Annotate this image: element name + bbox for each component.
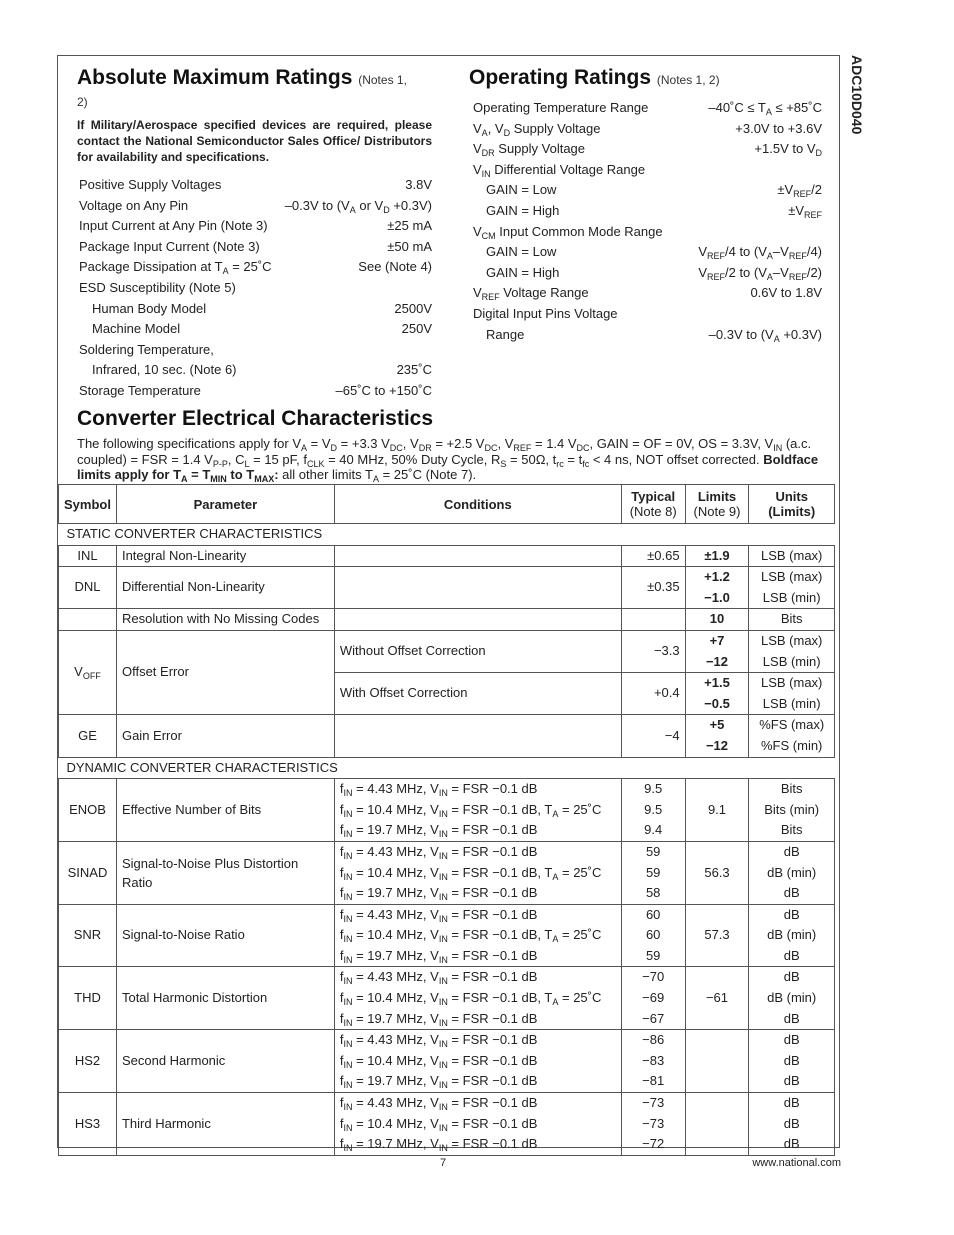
- col-limits: Limits (Note 9): [685, 485, 749, 524]
- col-symbol: Symbol: [59, 485, 117, 524]
- table-row: HS3 Third Harmonic $f_{IN} = 4.43$ MHz, $V_{IN}$ = FSR −0.1 dB $f_{IN} = 10.4$ MHz, $V_{IN}$ = FSR −0.1 dB $f_{IN} = 19.7$ MHz, $V_{IN}$ = FSR −0.1 dB −73 −73 −72 dB dB dB: [59, 1093, 835, 1156]
- electrical-characteristics-table: [58, 484, 835, 1156]
- op-row: GAIN = High $V_{REF}/2$ to $(V_A-V_{REF}/2)$: [486, 264, 822, 282]
- abs-max-row: Infrared, 10 sec. (Note 6) 235˚C: [92, 362, 432, 378]
- op-row: Digital Input Pins Voltage: [473, 305, 618, 321]
- abs-max-row: Voltage on Any Pin –0.3V to ($V_A$ or $V_D +0.3V$): [79, 197, 432, 215]
- col-conditions: Conditions: [334, 485, 621, 524]
- col-units: Units (Limits): [749, 485, 835, 524]
- table-row: HS2 Second Harmonic $f_{IN} = 4.43$ MHz, $V_{IN}$ = FSR −0.1 dB $f_{IN} = 10.4$ MHz, $V_{IN}$ = FSR −0.1 dB $f_{IN} = 19.7$ MHz, $V_{IN}$ = FSR −0.1 dB −86 −83 −81 dB dB dB: [59, 1030, 835, 1093]
- abs-max-row: Package Dissipation at $T_A$ = 25˚C See (Note 4): [79, 259, 432, 277]
- abs-max-notes-cont: 2): [77, 95, 88, 109]
- op-row: $V_{REF}$ Voltage Range 0.6V to 1.8V: [473, 285, 822, 303]
- table-row: INL Integral Non-Linearity ±0.65 ±1.9 LSB (max): [59, 545, 835, 567]
- abs-max-notes: (Notes 1,: [358, 73, 407, 87]
- table-row: SNR Signal-to-Noise Ratio $f_{IN} = 4.43$ MHz, $V_{IN}$ = FSR −0.1 dB $f_{IN} = 10.4$ MHz, $V_{IN}$ = FSR −0.1 dB, $T_A$ = 25˚C $f_{IN} = 19.7$ MHz, $V_{IN}$ = FSR −0.1 dB 60 60 59 57.3 dB dB (min) dB: [59, 904, 835, 967]
- section-row-dynamic: DYNAMIC CONVERTER CHARACTERISTICS: [66, 759, 338, 775]
- abs-max-row: Machine Model 250V: [92, 321, 432, 337]
- table-row: Resolution with No Missing Codes 10 Bits: [59, 609, 835, 631]
- absolute-maximum-ratings: [77, 66, 432, 404]
- op-row: Operating Temperature Range –40˚C ≤ $T_A$ ≤ +85˚C: [473, 100, 822, 117]
- op-row: $V_{CM}$ Input Common Mode Range: [473, 223, 663, 241]
- table-row: SINAD Signal-to-Noise Plus Distortion Ratio $f_{IN} = 4.43$ MHz, $V_{IN}$ = FSR −0.1 dB $f_{IN} = 10.4$ MHz, $V_{IN}$ = FSR −0.1 dB, $T_A$ = 25˚C $f_{IN} = 19.7$ MHz, $V_{IN}$ = FSR −0.1 dB 59 59 58 56.3 dB dB (min) dB: [59, 841, 835, 904]
- op-row: GAIN = Low $V_{REF}/4$ to $(V_A-V_{REF}/4)$: [486, 244, 822, 262]
- op-ratings-title: Operating Ratings (Notes 1, 2): [469, 66, 720, 89]
- abs-max-row: Package Input Current (Note 3) ±50 mA: [79, 238, 432, 254]
- abs-max-title: Absolute Maximum Ratings (Notes 1,: [77, 66, 407, 89]
- page-number: 7: [440, 1157, 447, 1169]
- footer-url[interactable]: www.national.com: [752, 1157, 841, 1169]
- operating-ratings: [469, 66, 820, 347]
- op-row: GAIN = High $\pm V_{REF}$: [486, 202, 822, 220]
- part-number-side-title: ADC10D040: [849, 55, 865, 135]
- op-ratings-notes: (Notes 1, 2): [656, 73, 720, 87]
- table-header-row: [59, 485, 835, 524]
- abs-max-row: Human Body Model 2500V: [92, 300, 432, 316]
- abs-max-row: Storage Temperature –65˚C to +150˚C: [79, 382, 432, 398]
- converter-electrical-characteristics: [77, 407, 827, 483]
- cec-intro: The following specifications apply for $V_A = V_D = +3.3$ $V_{DC}$, $V_{DR} = +2.5$ $V_{DC}$, $V_{REF} = 1.4$ $V_{DC}$, GAIN = OF = 0V, OS = 3.3V, $V_{IN}$ (a.c. coupled) = FSR = 1.4 $V_{P-P}$, $C_L = 15$ pF, $f_{CLK} = 40$ MHz, 50% Duty Cycle, $R_S = 50\Omega$, $t_{rc} = t_{fc} < 4$ ns, NOT offset corrected. Boldface limits apply for $T_A = T_{MIN}$ to $T_{MAX}$: all other limits $T_A$ = 25˚C (Note 7).: [77, 436, 819, 484]
- abs-max-row: ESD Susceptibility (Note 5): [79, 279, 236, 295]
- table-row: DNL Differential Non-Linearity ±0.35 +1.2 −1.0 LSB (max) LSB (min): [59, 567, 835, 609]
- op-row: $V_{IN}$ Differential Voltage Range: [473, 161, 646, 179]
- cec-title: Converter Electrical Characteristics: [77, 407, 434, 430]
- op-row: $V_{DR}$ Supply Voltage +1.5V to $V_D$: [473, 141, 822, 159]
- op-row: GAIN = Low $\pm V_{REF}/2$: [486, 182, 822, 200]
- abs-max-row: Soldering Temperature,: [79, 341, 214, 357]
- table-row: $V_{OFF}$ Offset Error Without Offset Correction −3.3 +7 −12 LSB (max) LSB (min): [59, 630, 835, 672]
- military-notice: If Military/Aerospace specified devices are required, please contact the National Semiconductor Sales Office/ Distributors for availability and specifications.: [77, 118, 432, 164]
- op-row: $V_A$, $V_D$ Supply Voltage +3.0V to +3.6V: [473, 120, 822, 138]
- table-row: With Offset Correction +0.4 +1.5 −0.5 LSB (max) LSB (min): [59, 673, 835, 715]
- col-parameter: Parameter: [116, 485, 334, 524]
- op-row: Range –0.3V to $(V_A +0.3V)$: [486, 326, 822, 344]
- op-ratings-table: [473, 100, 822, 347]
- abs-max-row: Input Current at Any Pin (Note 3) ±25 mA: [79, 218, 432, 234]
- table-row: GE Gain Error −4 +5 −12 %FS (max) %FS (min): [59, 715, 835, 757]
- section-row-static: STATIC CONVERTER CHARACTERISTICS: [66, 526, 323, 541]
- table-row: ENOB Effective Number of Bits $f_{IN} = 4.43$ MHz, $V_{IN}$ = FSR −0.1 dB $f_{IN} = 10.4$ MHz, $V_{IN}$ = FSR −0.1 dB, $T_A$ = 25˚C $f_{IN} = 19.7$ MHz, $V_{IN}$ = FSR −0.1 dB 9.5 9.5 9.4 9.1 Bits Bits (min) Bits: [59, 779, 835, 842]
- abs-max-table: [79, 177, 432, 404]
- abs-max-row: Positive Supply Voltages 3.8V: [79, 177, 432, 192]
- col-typical: Typical (Note 8): [621, 485, 685, 524]
- table-row: THD Total Harmonic Distortion $f_{IN} = 4.43$ MHz, $V_{IN}$ = FSR −0.1 dB $f_{IN} = 10.4$ MHz, $V_{IN}$ = FSR −0.1 dB, $T_A$ = 25˚C $f_{IN} = 19.7$ MHz, $V_{IN}$ = FSR −0.1 dB −70 −69 −67 −61 dB dB (min) dB: [59, 967, 835, 1030]
